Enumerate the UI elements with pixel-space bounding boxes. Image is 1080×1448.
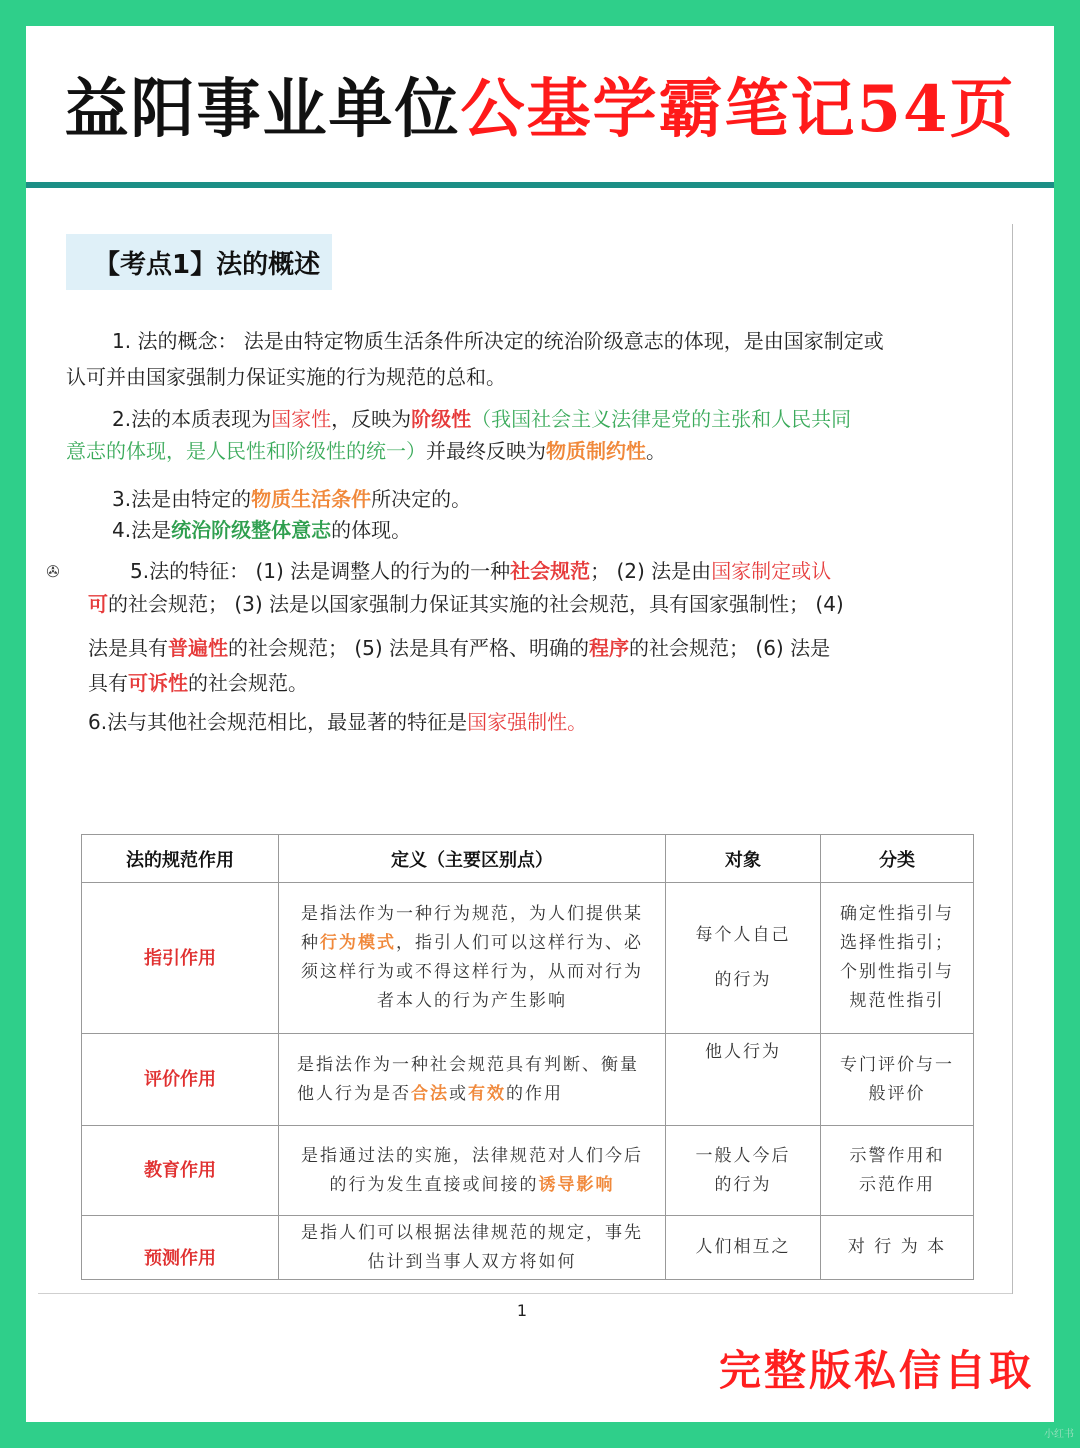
title-black-part: 益阳事业单位 [64,72,461,147]
header-cell: 分类 [821,835,974,883]
text: 或 [449,1083,468,1104]
object-cell [666,1216,821,1280]
para-2-line-2 [66,435,666,467]
text: 4.法是 [112,518,172,542]
text: 人们相互之 [695,1237,791,1257]
para-6 [88,706,587,738]
norm-function-table [81,834,974,1280]
role-cell: 教育作用 [82,1126,279,1216]
text: 一般人今后 [695,1145,791,1166]
category-cell [821,883,974,1034]
highlight: 社会规范 [510,559,591,583]
text: 的社会规范； (3) 法是以国家强制力保证其实施的社会规范，具有国家强制性； (4) [108,592,844,616]
highlight: 诱导影响 [538,1174,615,1195]
text: 5.法的特征： (1) 法是调整人的行为的一种 [130,559,511,583]
table-row [82,1216,974,1280]
text: 选择性指引； [840,933,954,953]
text: 对 行 为 本 [847,1237,947,1257]
highlight: 国家性 [271,407,332,431]
object-cell [666,883,821,1034]
definition-cell [279,1126,666,1216]
highlight: 物质制约性 [546,439,646,463]
text: 。 [646,439,666,463]
highlight: 行为模式 [320,933,396,953]
text: 示范作用 [859,1174,935,1195]
text: 个别性指引与 [840,962,954,982]
text: 示警作用和 [849,1145,945,1166]
text: ； (2) 法是由 [590,559,712,583]
para-3 [112,483,471,515]
text: 的社会规范。 [188,671,308,695]
text: 确定性指引与 [840,904,954,924]
text: 的行为 [714,1174,772,1195]
text: 具有 [88,671,128,695]
text: 所决定的。 [371,487,472,511]
text: 规范性指引 [849,991,945,1011]
highlight: 意志的体现，是人民性和阶级性的统一） [66,439,426,463]
definition-cell [279,1034,666,1126]
table-row [82,1034,974,1126]
para-5-line-4 [88,667,308,699]
watermark: 小红书 [1044,1429,1074,1440]
highlight: 国家强制性。 [467,710,588,734]
highlight: 合法 [411,1083,449,1104]
text: 是指法作为一种社会规范具有判断、衡量他人行为是否 [297,1054,639,1104]
text: 3.法是由特定的 [112,487,252,511]
highlight: 物质生活条件 [251,487,372,511]
highlight: 有效 [468,1083,506,1104]
highlight: 普遍性 [168,636,228,660]
highlight: （我国社会主义法律是党的主张和人民共同 [471,407,852,431]
highlight: 国家制定或认 [711,559,832,583]
page-bottom-rule [38,1293,1012,1294]
category-cell [821,1034,974,1126]
header-cell: 对象 [666,835,821,883]
table-header-row [82,835,974,883]
header-cell: 法的规范作用 [82,835,279,883]
text: 是指人们可以根据法律规范的规定，事先估计到当事人双方将如何 [301,1222,643,1272]
table-row [82,1126,974,1216]
definition-cell [279,883,666,1034]
role-cell: 指引作用 [82,883,279,1034]
highlight: 程序 [589,636,630,660]
text: 的行为 [714,970,772,990]
object-cell [666,1034,821,1126]
para-5-line-1 [130,555,831,587]
cta-text: 完整版私信自取 [718,1346,1034,1395]
page-number: 1 [516,1301,528,1320]
text: ，反映为 [331,407,412,431]
text: 的社会规范； (5) 法是具有严格、明确的 [228,636,590,660]
text: 般评价 [868,1083,926,1104]
highlight: 阶级性 [411,407,472,431]
para-2-line-1 [112,403,851,435]
text: ，指引人们可以这样行为、必须这样行为或不得这样行为，从而对行为者本人的行为产生影响 [301,933,643,1011]
highlight: 可诉性 [128,671,188,695]
text: 每个人自己 [695,925,791,945]
text: 并最终反映为 [426,439,546,463]
para-1-line-1: 1. 法的概念： 法是由特定物质生活条件所决定的统治阶级意志的体现，是由国家制定或 [112,329,884,353]
text: 的体现。 [331,518,412,542]
text: 6.法与其他社会规范相比，最显著的特征是 [88,710,468,734]
para-5-line-2 [88,588,844,620]
title-banner [26,26,1054,188]
category-cell [821,1216,974,1280]
role-cell: 评价作用 [82,1034,279,1126]
text: 是指通过法的实施，法律规范对人们今后的行为发生直接或间接的 [301,1145,643,1195]
text: 2.法的本质表现为 [112,407,272,431]
para-5-line-3 [88,632,830,664]
para-1-line-2: 认可并由国家强制力保证实施的行为规范的总和。 [66,365,506,389]
highlight: 统治阶级整体意志 [171,518,332,542]
text: 的社会规范； (6) 法是 [629,636,831,660]
highlight: 可 [88,592,108,616]
scissors-icon: ✇ [46,562,60,581]
title-red-part: 公基学霸笔记54页 [460,72,1016,147]
text: 专门评价与一 [840,1054,954,1075]
para-4 [112,514,411,546]
text: 法是具有 [88,636,168,660]
text: 他人行为 [705,1042,781,1062]
category-cell [821,1126,974,1216]
section-heading: 【考点1】法的概述 [66,234,332,290]
definition-cell [279,1216,666,1280]
text: 的作用 [506,1083,563,1104]
header-cell: 定义（主要区别点） [279,835,666,883]
text: 是指法作为一种行为规范，为人们提供某种 [301,904,643,953]
object-cell [666,1126,821,1216]
table-row [82,883,974,1034]
role-cell: 预测作用 [82,1216,279,1280]
